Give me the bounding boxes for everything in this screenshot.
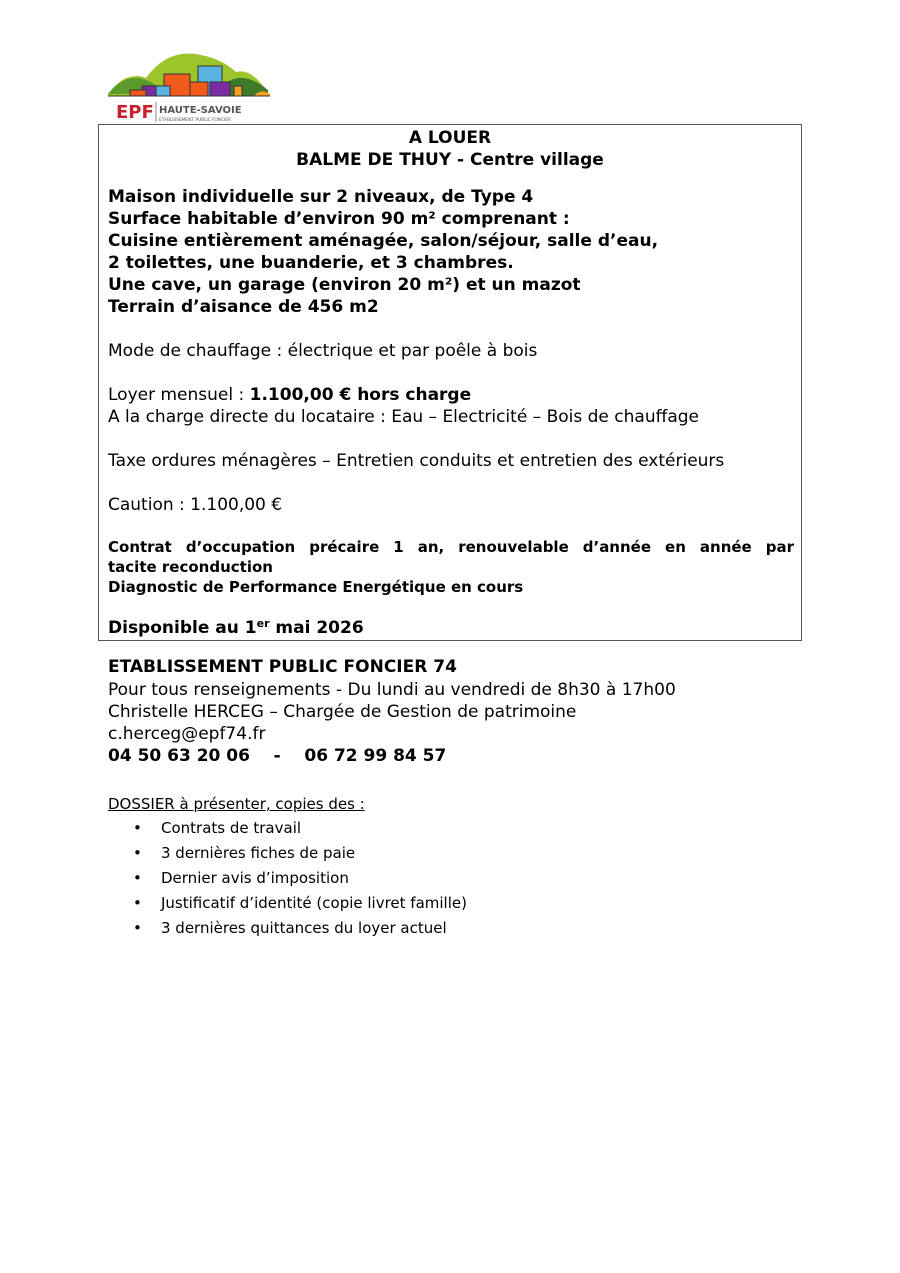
heating-info: Mode de chauffage : électrique et par poêle à bois	[108, 341, 538, 361]
svg-text:EPF: EPF	[116, 102, 154, 123]
list-item: • Contrats de travail	[108, 817, 467, 842]
description-line: Terrain d’aisance de 456 m2	[108, 297, 379, 317]
dossier-title: DOSSIER à présenter, copies des :	[108, 795, 365, 813]
list-item: • Justificatif d’identité (copie livret famille)	[108, 892, 467, 917]
epf-logo	[106, 50, 272, 124]
contract-line: Contrat d’occupation précaire 1 an, renouvelable d’année en année par	[108, 538, 794, 556]
deposit-info: Caution : 1.100,00 €	[108, 495, 283, 515]
svg-text:HAUTE-SAVOIE: HAUTE-SAVOIE	[159, 105, 242, 116]
contact-org: ETABLISSEMENT PUBLIC FONCIER 74	[108, 657, 457, 677]
tenant-charges: A la charge directe du locataire : Eau – Electricité – Bois de chauffage	[108, 407, 699, 427]
availability	[108, 617, 364, 639]
dpe-info: Diagnostic de Performance Energétique en cours	[108, 578, 524, 596]
contact-person: Christelle HERCEG – Chargée de Gestion de patrimoine	[108, 702, 577, 722]
list-item: • Dernier avis d’imposition	[108, 867, 467, 892]
listing-title: A LOUER	[408, 128, 492, 148]
availability-suffix: mai 2026	[269, 618, 364, 638]
contact-email[interactable]: c.herceg@epf74.fr	[108, 724, 266, 744]
list-item: • 3 dernières quittances du loyer actuel	[108, 917, 467, 942]
description-line: 2 toilettes, une buanderie, et 3 chambres.	[108, 253, 514, 273]
contact-hours: Pour tous renseignements - Du lundi au vendredi de 8h30 à 17h00	[108, 680, 676, 700]
description-line: Cuisine entièrement aménagée, salon/séjour, salle d’eau,	[108, 231, 659, 251]
list-item: • 3 dernières fiches de paie	[108, 842, 467, 867]
availability-sup: er	[256, 617, 270, 630]
rent-value: 1.100,00 € hors charge	[249, 385, 472, 405]
dossier-list	[108, 817, 467, 942]
rent-info	[108, 384, 471, 406]
description-line: Surface habitable d’environ 90 m² comprenant :	[108, 209, 570, 229]
contract-line: tacite reconduction	[108, 558, 273, 576]
listing-location: BALME DE THUY - Centre village	[296, 150, 604, 170]
description-line: Une cave, un garage (environ 20 m²) et un mazot	[108, 275, 581, 295]
taxes-info: Taxe ordures ménagères – Entretien conduits et entretien des extérieurs	[108, 451, 725, 471]
rent-label: Loyer mensuel :	[108, 385, 250, 405]
svg-text:ETABLISSEMENT PUBLIC FONCIER: ETABLISSEMENT PUBLIC FONCIER	[159, 118, 232, 123]
contact-phones: 04 50 63 20 06 - 06 72 99 84 57	[108, 746, 447, 766]
description-line: Maison individuelle sur 2 niveaux, de Type 4	[108, 187, 534, 207]
availability-prefix: Disponible au 1	[108, 618, 257, 638]
